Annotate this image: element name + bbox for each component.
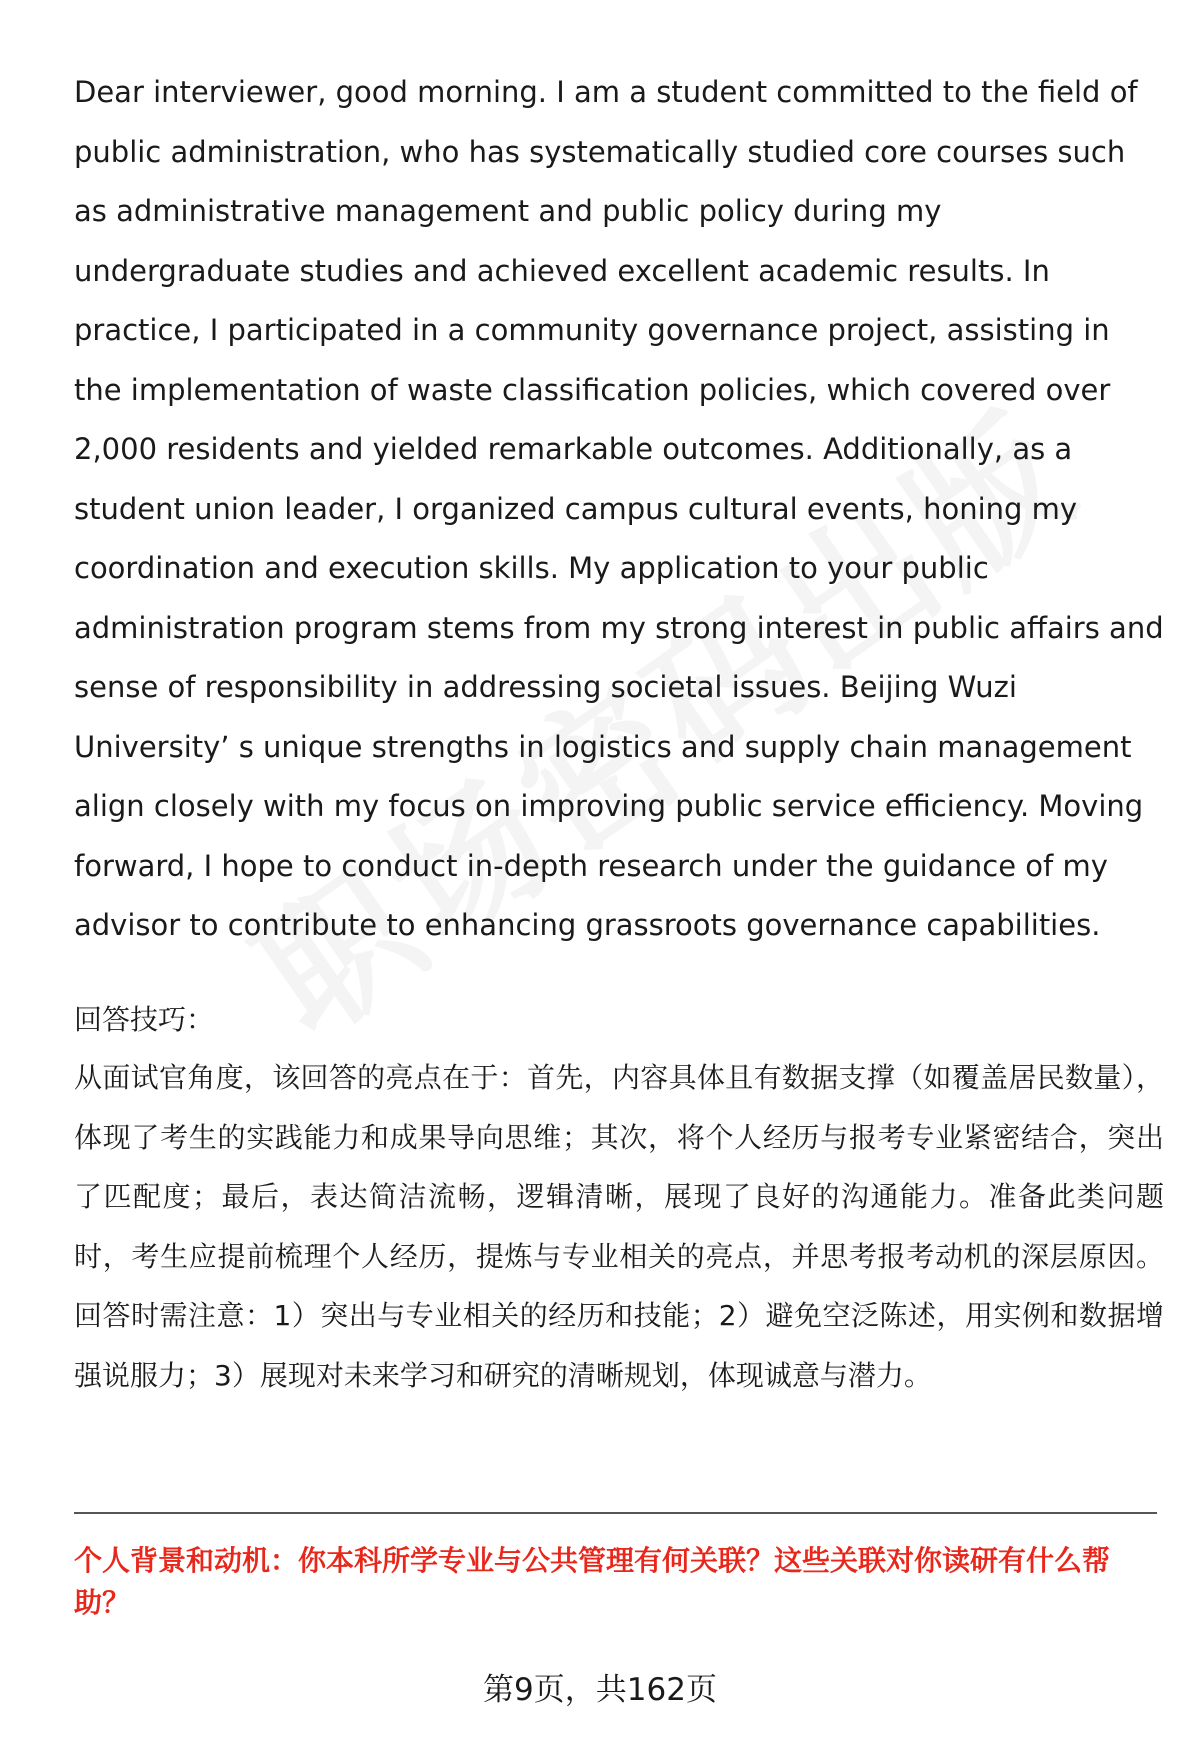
section-divider [74,1512,1157,1514]
tips-label: 回答技巧： [74,1003,215,1036]
answer-tips-section [74,992,1164,1405]
next-question-heading: 个人背景和动机：你本科所学专业与公共管理有何关联？这些关联对你读研有什么帮助？ [74,1544,1111,1619]
page-number-footer: 第9页，共162页 [483,1672,717,1708]
tips-body: 从面试官角度，该回答的亮点在于：首先，内容具体且有数据支撑（如覆盖居民数量），体现了考生的实践能力和成果导向思维；其次，将个人经历与报考专业紧密结合，突出了匹配度；最后，表达简洁流畅，逻辑清晰，展现了良好的沟通能力。准备此类问题时，考生应提前梳理个人经历，提炼与专业相关的亮点，并思考报考动机的深层原因。回答时需注意：1）突出与专业相关的经历和技能；2）避免空泛陈述，用实例和数据增强说服力；3）展现对未来学习和研究的清晰规划，体现诚意与潜力。 [74,1061,1164,1392]
sample-answer-text: Dear interviewer, good morning. I am a student committed to the field of public administration, who has systematically studied core courses such as administrative management and public policy during my undergraduate studies and achieved excellent academic results. In practice, I participated in a community governance project, assisting in the implementation of waste classification policies, which covered over 2,000 residents and yielded remarkable outcomes. Additionally, as a student union leader, I organized campus cultural events, honing my coordination and execution skills. My application to your public administration program stems from my strong interest in public affairs and sense of responsibility in addressing societal issues. Beijing Wuzi University’ s unique strengths in logistics and supply chain management align closely with my focus on improving public service efficiency. Moving forward, I hope to conduct in-depth research under the guidance of my advisor to contribute to enhancing grassroots governance capabilities. [74,75,1164,942]
